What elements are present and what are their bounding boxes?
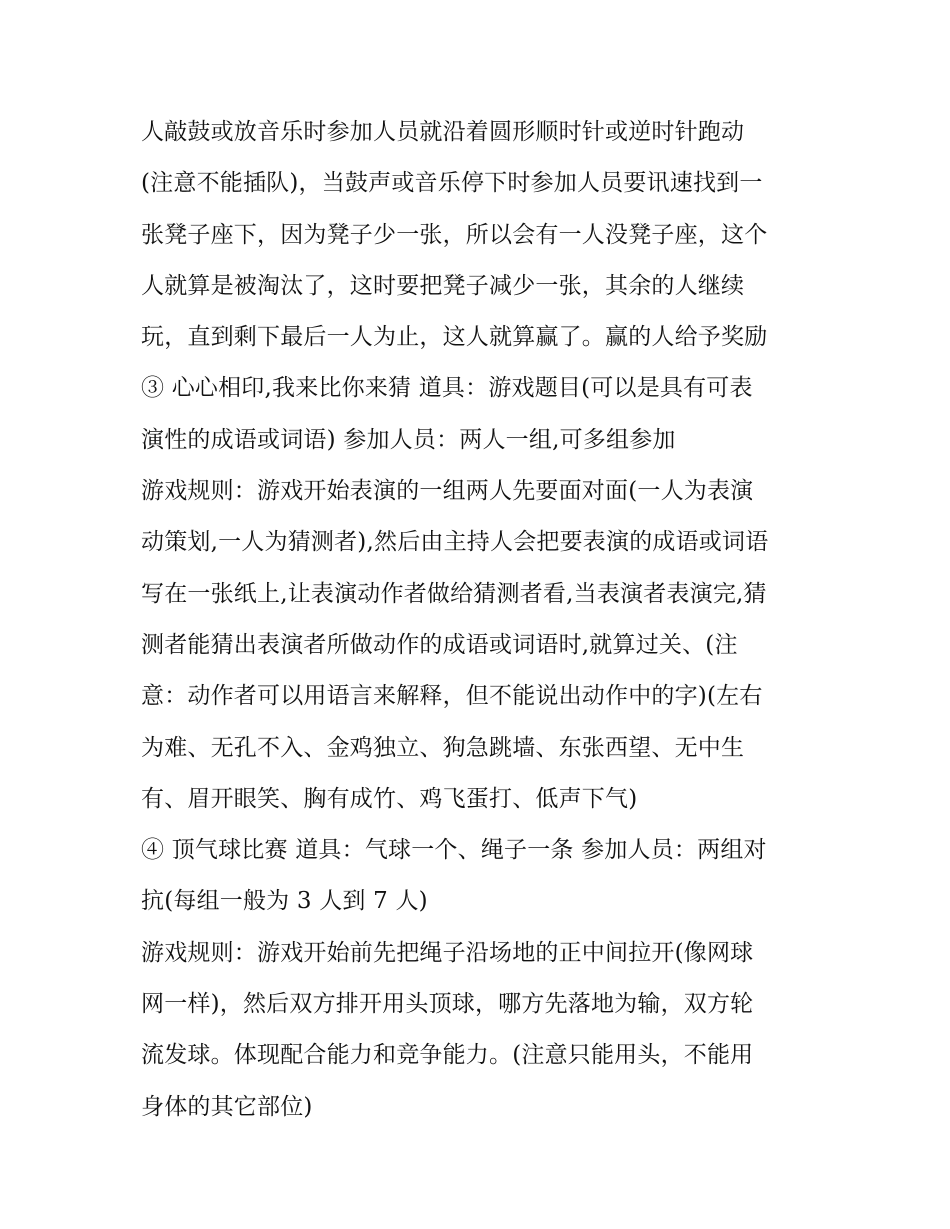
text-line-2: (注意不能插队)，当鼓声或音乐停下时参加人员要讯速找到一: [141, 170, 763, 197]
text-line-13: 为难、无孔不入、金鸡独立、狗急跳墙、东张西望、无中生: [141, 734, 745, 761]
text-line-10: 写在一张纸上,让表演动作者做给猜测者看,当表演者表演完,猜: [141, 580, 767, 607]
text-line-16: 抗(每组一般为 3 人到 7 人): [141, 888, 428, 915]
text-line-5: 玩，直到剩下最后一人为止，这人就算赢了。赢的人给予奖励: [141, 324, 768, 351]
section-4-heading-line: ④ 顶气球比赛 道具：气球一个、绳子一条 参加人员：两组对: [141, 837, 767, 864]
section-3-heading-line: ③ 心心相印,我来比你来猜 道具：游戏题目(可以是具有可表: [141, 375, 753, 402]
text-line-4: 人就算是被淘汰了，这时要把凳子减少一张，其余的人继续: [141, 272, 745, 299]
text-line-18: 网一样)，然后双方排开用头顶球，哪方先落地为输，双方轮: [141, 991, 754, 1018]
document-body: [141, 107, 821, 1133]
text-line-20: 身体的其它部位): [141, 1093, 313, 1120]
text-line-19: 流发球。体现配合能力和竞争能力。(注意只能用头，不能用: [141, 1042, 754, 1069]
text-line-7: 演性的成语或词语) 参加人员：两人一组,可多组参加: [141, 426, 676, 453]
text-line-11: 测者能猜出表演者所做动作的成语或词语时,就算过关、(注: [141, 631, 738, 658]
text-line-3: 张凳子座下，因为凳子少一张，所以会有一人没凳子座，这个: [141, 221, 768, 248]
text-line-14: 有、眉开眼笑、胸有成竹、鸡飞蛋打、低声下气): [141, 785, 638, 812]
text-line-1: 人敲鼓或放音乐时参加人员就沿着圆形顺时针或逆时针跑动: [141, 119, 745, 145]
rules-line-1: 游戏规则：游戏开始表演的一组两人先要面对面(一人为表演: [141, 478, 754, 505]
text-line-9: 动策划,一人为猜测者),然后由主持人会把要表演的成语或词语: [141, 529, 769, 556]
text-line-12: 意：动作者可以用语言来解释，但不能说出动作中的字)(左右: [141, 683, 763, 710]
rules-line-2: 游戏规则：游戏开始前先把绳子沿场地的正中间拉开(像网球: [141, 939, 754, 966]
